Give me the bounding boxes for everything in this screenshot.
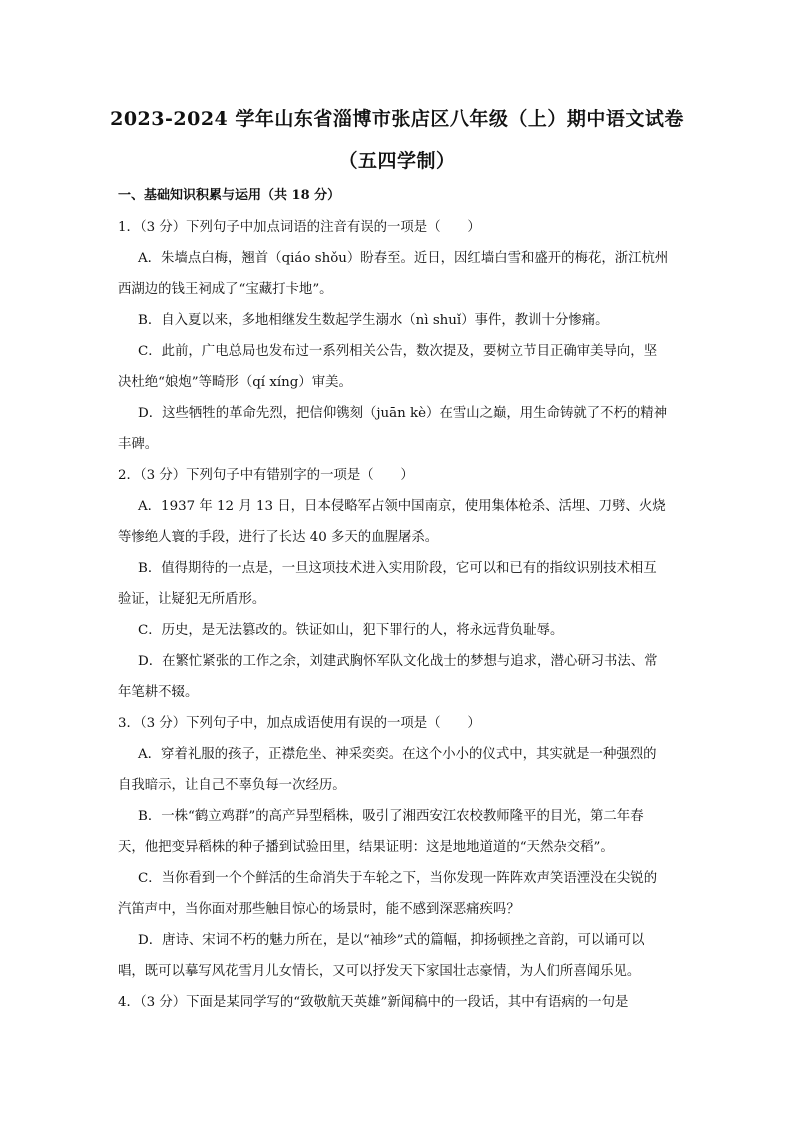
question-3-option-d-cont: 唱，既可以摹写风花雪月儿女情长，又可以抒发天下家国壮志豪情，为人们所喜闻乐见。 (118, 964, 641, 979)
question-2-option-d-cont: 年笔耕不辍。 (118, 685, 199, 700)
exam-subtitle: （五四学制） (338, 150, 456, 172)
question-3-option-a: A．穿着礼服的孩子，正襟危坐、神采奕奕。在这个小小的仪式中，其实就是一种强烈的 (138, 747, 657, 762)
question-3-stem: 3．（3 分）下列句子中，加点成语使用有误的一项是（ ） (118, 716, 481, 731)
question-1-option-c-cont: 决杜绝“娘炮”等畸形（qí xíng）审美。 (118, 375, 352, 390)
question-1-option-a-cont: 西湖边的钱王祠成了“宝藏打卡地”。 (118, 282, 333, 297)
question-2-option-a-cont: 等惨绝人寰的手段，进行了长达 40 多天的血腥屠杀。 (118, 530, 439, 545)
question-1-option-d-cont: 丰碑。 (118, 437, 159, 452)
exam-title: 2023-2024 学年山东省淄博市张店区八年级（上）期中语文试卷 (110, 108, 684, 130)
question-1-option-a: A．朱墙点白梅，翘首（qiáo shǒu）盼春至。近日，因红墙白雪和盛开的梅花，浙江杭州 (138, 251, 669, 266)
question-3-option-b: B．一株“鹤立鸡群”的高产异型稻株，吸引了湘西安江农校教师隆平的目光，第二年春 (138, 809, 644, 824)
question-3-option-a-cont: 自我暗示，让自己不辜负每一次经历。 (118, 778, 346, 793)
question-4-stem: 4．（3 分）下面是某同学写的“致敬航天英雄”新闻稿中的一段话，其中有语病的一句是 (118, 995, 629, 1010)
question-2-option-b: B．值得期待的一点是，一旦这项技术进入实用阶段，它可以和已有的指纹识别技术相互 (138, 561, 657, 576)
section-heading: 一、基础知识积累与运用（共 18 分） (118, 188, 341, 203)
question-3-option-d: D．唐诗、宋词不朽的魅力所在，是以“袖珍”式的篇幅，抑扬顿挫之音韵，可以诵可以 (138, 933, 645, 948)
question-2-option-a: A．1937 年 12 月 13 日，日本侵略军占领中国南京，使用集体枪杀、活埋、刀劈、火烧 (138, 499, 666, 514)
question-1-option-c: C．此前，广电总局也发布过一系列相关公告，数次提及，要树立节目正确审美导向，坚 (138, 344, 658, 359)
exam-content (118, 186, 678, 1018)
question-3-option-c: C．当你看到一个个鲜活的生命消失于车轮之下，当你发现一阵阵欢声笑语湮没在尖锐的 (138, 871, 658, 886)
question-3-option-c-cont: 汽笛声中，当你面对那些触目惊心的场景时，能不感到深恶痛疾吗？ (118, 902, 520, 917)
question-1-option-b: B．自入夏以来，多地相继发生数起学生溺水（nì shuǐ）事件，教训十分惨痛。 (138, 313, 609, 328)
question-2-stem: 2．（3 分）下列句子中有错别字的一项是（ ） (118, 468, 414, 483)
question-1-stem: 1．（3 分）下列句子中加点词语的注音有误的一项是（ ） (118, 220, 481, 235)
question-2-option-c: C．历史，是无法篡改的。铁证如山，犯下罪行的人，将永远背负耻辱。 (138, 623, 564, 638)
question-2-option-b-cont: 验证，让疑犯无所盾形。 (118, 592, 266, 607)
question-3-option-b-cont: 天，他把变异稻株的种子播到试验田里，结果证明：这是地地道道的“天然杂交稻”。 (118, 840, 614, 855)
question-2-option-d: D．在繁忙紧张的工作之余，刘建武胸怀军队文化战士的梦想与追求，潜心研习书法、常 (138, 654, 658, 669)
question-1-option-d: D．这些牺牲的革命先烈，把信仰镌刻（juān kè）在雪山之巅，用生命铸就了不朽的精神 (138, 406, 668, 421)
